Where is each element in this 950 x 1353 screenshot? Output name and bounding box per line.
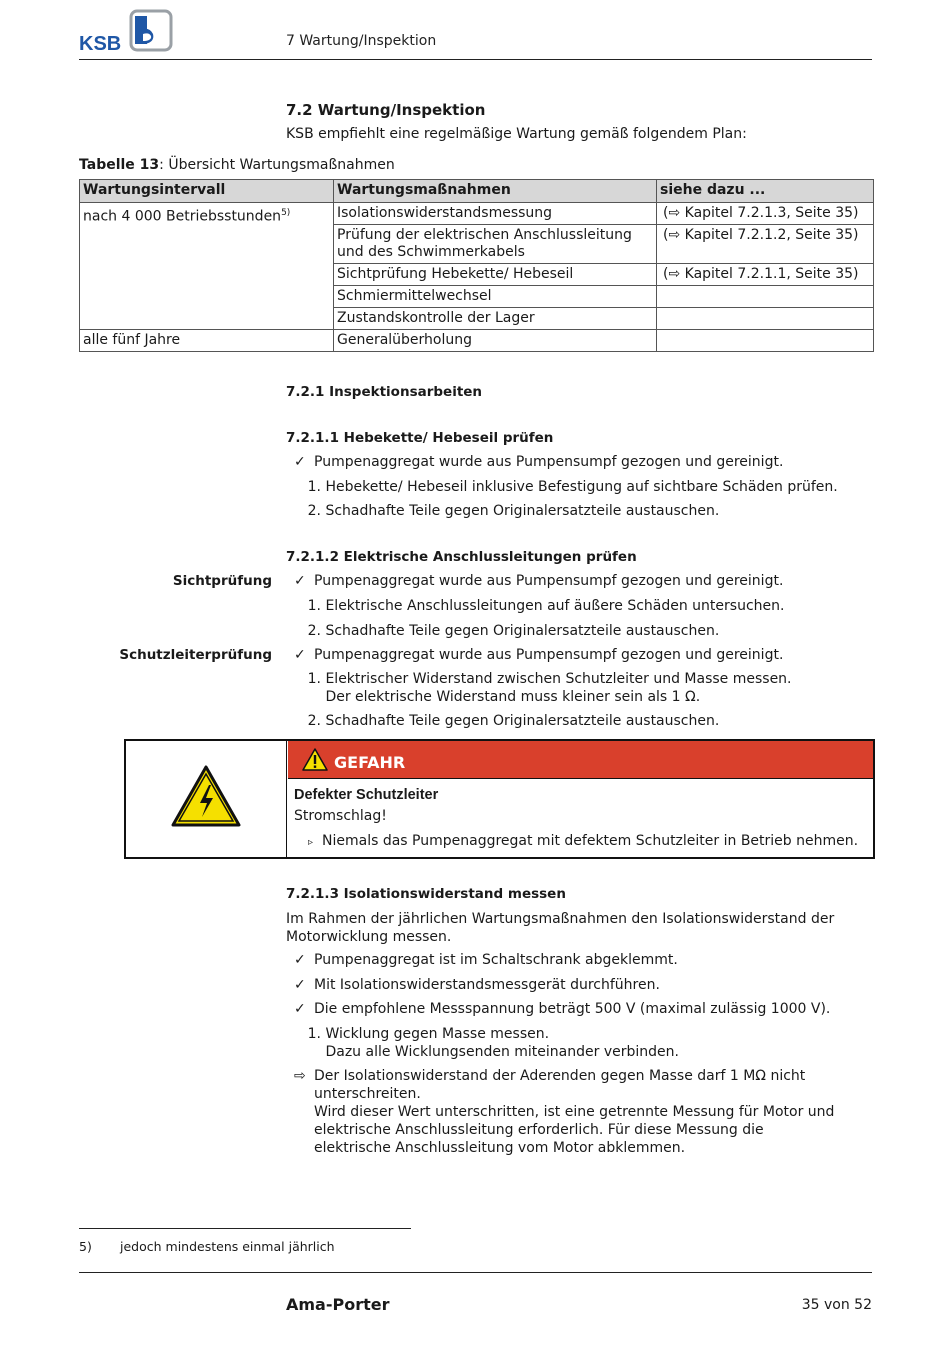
step-number: 1. [307,598,321,614]
high-voltage-icon [171,765,241,827]
footer-page-number: 35 von 52 [801,1297,872,1313]
step-item: 1. Elektrischer Widerstand zwischen Schutzleiter und Masse messen. Der elektrische Widerstand muss kleiner sein als 1 Ω. [294,670,792,706]
footnote-number: 5) [79,1239,92,1254]
header-section-title: 7 Wartung/Inspektion [286,33,437,49]
result-item: ⇨ Der Isolationswiderstand der Aderenden gegen Masse darf 1 MΩ nicht unterschreiten. Wird dieser Wert unterschritten, ist eine getrennte Messung für Motor und elektrische Anschlussleitung erforderlich. Für diese Messung die elektrische Anschlussleitung vom Motor abklemmen. [294,1068,835,1156]
ref-link[interactable]: (⇨ Kapitel 7.2.1.3, Seite 35) [657,203,874,225]
side-label-sichtpruefung: Sichtprüfung [172,573,272,589]
table-caption-label: Tabelle 13 [79,157,160,173]
step-item: 2. Schadhafte Teile gegen Originalersatzteile austauschen. [294,712,719,730]
danger-header [288,741,873,779]
table-row [80,203,874,225]
footnote-text: jedoch mindestens einmal jährlich [120,1239,335,1254]
precondition-item: ✓ Pumpenaggregat wurde aus Pumpensumpf gezogen und gereinigt. [294,573,784,589]
check-icon: ✓ [294,573,306,589]
step-number: 1. [307,671,321,687]
action-triangle-icon: ▹ [308,837,314,848]
step-item: 2. Schadhafte Teile gegen Originalersatzteile austauschen. [294,622,719,640]
ref-link[interactable]: (⇨ Kapitel 7.2.1.2, Seite 35) [657,225,874,264]
check-icon: ✓ [294,952,306,968]
table-caption [79,157,395,173]
ksb-logo [79,8,175,52]
ref-cell [657,308,874,330]
ref-link[interactable]: (⇨ Kapitel 7.2.1.1, Seite 35) [657,264,874,286]
danger-title: GEFAHR [334,753,406,772]
ref-cell [657,286,874,308]
precondition-item: ✓ Pumpenaggregat wurde aus Pumpensumpf gezogen und gereinigt. [294,454,784,470]
measure-cell: Prüfung der elektrischen Anschlussleitung und des Schwimmerkabels [334,225,657,264]
side-label-schutzleiterpruefung: Schutzleiterprüfung [119,647,272,663]
danger-notice [124,739,875,859]
step-item: 1. Elektrische Anschlussleitungen auf äußere Schäden untersuchen. [294,597,784,615]
interval-text: nach 4 000 Betriebsstunden [83,208,282,225]
interval-cell: alle fünf Jahre [80,330,334,352]
danger-subtitle: Defekter Schutzleiter [294,787,439,803]
step-number: 1. [307,1026,321,1042]
precondition-item: ✓ Mit Isolationswiderstandsmessgerät durchführen. [294,977,660,993]
footer-divider [79,1272,872,1273]
step-number: 1. [307,479,321,495]
table-row [80,330,874,352]
table-caption-text: : Übersicht Wartungsmaßnahmen [159,157,395,173]
precondition-item: ✓ Die empfohlene Messspannung beträgt 500 V (maximal zulässig 1000 V). [294,1001,831,1017]
logo-text: KSB [79,33,122,52]
section-heading-7-2: 7.2 Wartung/Inspektion [286,101,486,119]
measure-cell: Schmiermittelwechsel [334,286,657,308]
footer-product-name: Ama-Porter [286,1295,390,1314]
result-arrow-icon: ⇨ [294,1068,306,1084]
table-header-cell: Wartungsintervall [80,180,334,203]
warning-triangle-icon [302,748,328,771]
check-icon: ✓ [294,1001,306,1017]
table-header-row [80,180,874,203]
step-item: 2. Schadhafte Teile gegen Originalersatzteile austauschen. [294,502,719,520]
section-heading-7-2-1: 7.2.1 Inspektionsarbeiten [286,384,483,400]
danger-action: ▹ Niemals das Pumpenaggregat mit defektem Schutzleiter in Betrieb nehmen. [308,833,859,849]
paragraph: Im Rahmen der jährlichen Wartungsmaßnahmen den Isolationswiderstand der Motorwicklung messen. [286,911,835,945]
section-heading-7-2-1-3: 7.2.1.3 Isolationswiderstand messen [286,886,566,902]
danger-description: Stromschlag! [294,808,387,824]
intro-text: KSB empfiehlt eine regelmäßige Wartung gemäß folgendem Plan: [286,126,747,142]
measure-cell: Generalüberholung [334,330,657,352]
check-icon: ✓ [294,647,306,663]
maintenance-table [79,179,874,352]
table-header-cell: Wartungsmaßnahmen [334,180,657,203]
danger-symbol-area [126,741,287,857]
measure-cell: Isolationswiderstandsmessung [334,203,657,225]
step-number: 2. [307,503,321,519]
measure-cell: Zustandskontrolle der Lager [334,308,657,330]
measure-cell: Sichtprüfung Hebekette/ Hebeseil [334,264,657,286]
header-divider [79,59,872,60]
step-item: 1. Wicklung gegen Masse messen. Dazu alle Wicklungsenden miteinander verbinden. [294,1025,679,1061]
interval-cell [80,203,334,330]
step-item: 1. Hebekette/ Hebeseil inklusive Befestigung auf sichtbare Schäden prüfen. [294,478,838,496]
footnote-ref[interactable]: 5) [281,208,291,218]
step-number: 2. [307,713,321,729]
precondition-item: ✓ Pumpenaggregat ist im Schaltschrank abgeklemmt. [294,952,678,968]
precondition-item: ✓ Pumpenaggregat wurde aus Pumpensumpf gezogen und gereinigt. [294,647,784,663]
table-header-cell: siehe dazu ... [657,180,874,203]
ref-cell [657,330,874,352]
check-icon: ✓ [294,454,306,470]
step-number: 2. [307,623,321,639]
footnote-divider [79,1228,411,1229]
section-heading-7-2-1-1: 7.2.1.1 Hebekette/ Hebeseil prüfen [286,430,554,446]
section-heading-7-2-1-2: 7.2.1.2 Elektrische Anschlussleitungen prüfen [286,549,637,565]
check-icon: ✓ [294,977,306,993]
